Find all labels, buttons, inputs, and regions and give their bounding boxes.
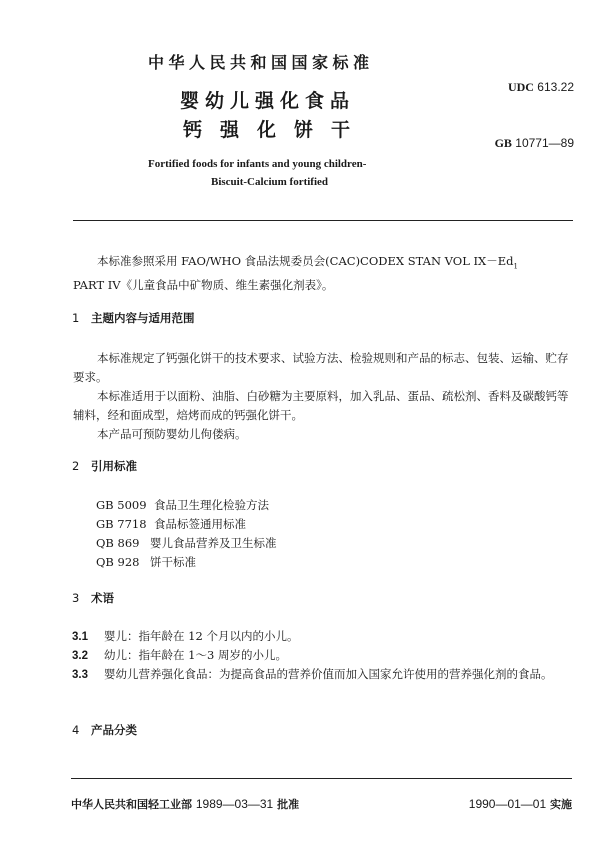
udc-number: 613.22 (537, 80, 574, 94)
intro-line2: PART IV《儿童食品中矿物质、维生素强化剂表》。 (73, 278, 334, 293)
reference-code: GB 7718 (96, 517, 147, 531)
term-text: 婴幼儿营养强化食品：为提高食品的营养价值而加入国家允许使用的营养强化剂的食品。 (104, 667, 553, 681)
reference-code: GB 5009 (96, 498, 147, 512)
gb-code (495, 136, 574, 151)
effective-label: 实施 (550, 798, 572, 811)
section-title: 主题内容与适用范围 (91, 311, 195, 325)
reference-name: 食品卫生理化检验方法 (154, 498, 269, 512)
section1-paragraph2: 本标准适用于以面粉、油脂、白砂糖为主要原料，加入乳品、蛋品、疏松剂、香料及碳酸钙等辅料，经和面成型，焙烤而成的钙强化饼干。 (73, 389, 569, 422)
intro-subscript: 1 (513, 262, 518, 271)
section-number: 3 (72, 591, 80, 605)
reference-item (96, 535, 277, 551)
term-item (72, 665, 572, 685)
intro-paragraph (73, 252, 573, 295)
section-title: 引用标准 (91, 459, 137, 473)
reference-name: 饼干标准 (150, 555, 196, 569)
reference-code: QB 928 (96, 555, 140, 569)
section-title: 产品分类 (91, 723, 137, 737)
effective-date: 1990—01—01 (468, 797, 547, 811)
section-number: 4 (72, 723, 80, 737)
english-title-line2: Biscuit-Calcium fortified (211, 176, 329, 188)
approval-date: 1989—03—31 (195, 797, 274, 811)
term-number: 3.2 (72, 650, 88, 662)
reference-item (96, 516, 246, 532)
reference-code: QB 869 (96, 536, 140, 550)
section-heading-2 (72, 458, 137, 474)
term-number: 3.1 (72, 631, 88, 643)
issuer: 中华人民共和国轻工业部 (71, 798, 192, 811)
reference-name: 婴儿食品营养及卫生标准 (150, 536, 277, 550)
standard-title-line2: 钙强化饼干 (183, 119, 369, 141)
approval-label: 批准 (277, 798, 300, 811)
gb-number: 10771—89 (515, 136, 574, 150)
udc-code (508, 80, 574, 95)
english-title-line1: Fortified foods for infants and young children- (148, 158, 367, 170)
intro-line1: 本标准参照采用 FAO/WHO 食品法规委员会(CAC)CODEX STAN VOL IX－Ed (97, 254, 514, 268)
section-number: 1 (72, 311, 80, 325)
section1-paragraph1: 本标准规定了钙强化饼干的技术要求、试验方法、检验规则和产品的标志、包装、运输、贮存要求。 (73, 351, 569, 384)
section-number: 2 (72, 459, 80, 473)
footer-effective (469, 796, 572, 812)
reference-item (96, 497, 269, 513)
standard-title-line1: 婴幼儿强化食品 (180, 90, 356, 112)
term-text: 婴儿：指年龄在 12 个月以内的小儿。 (104, 629, 299, 643)
gb-prefix: GB (494, 136, 512, 150)
term-number: 3.3 (72, 669, 88, 681)
reference-name: 食品标签通用标准 (154, 517, 246, 531)
header-rule (73, 220, 573, 221)
term-item (72, 627, 572, 647)
footer-rule (71, 778, 572, 779)
section1-paragraph3: 本产品可预防婴幼儿佝偻病。 (97, 427, 247, 441)
section-title: 术语 (91, 591, 114, 605)
section-heading-3 (72, 590, 114, 606)
term-text: 幼儿：指年龄在 1～3 周岁的小儿。 (104, 648, 287, 662)
national-standard-title: 中华人民共和国国家标准 (148, 53, 374, 72)
section-heading-4 (72, 722, 137, 738)
term-item (72, 646, 572, 666)
section-heading-1 (72, 310, 195, 326)
reference-item (96, 554, 196, 570)
udc-prefix: UDC (507, 80, 534, 94)
footer-approval (71, 796, 299, 812)
